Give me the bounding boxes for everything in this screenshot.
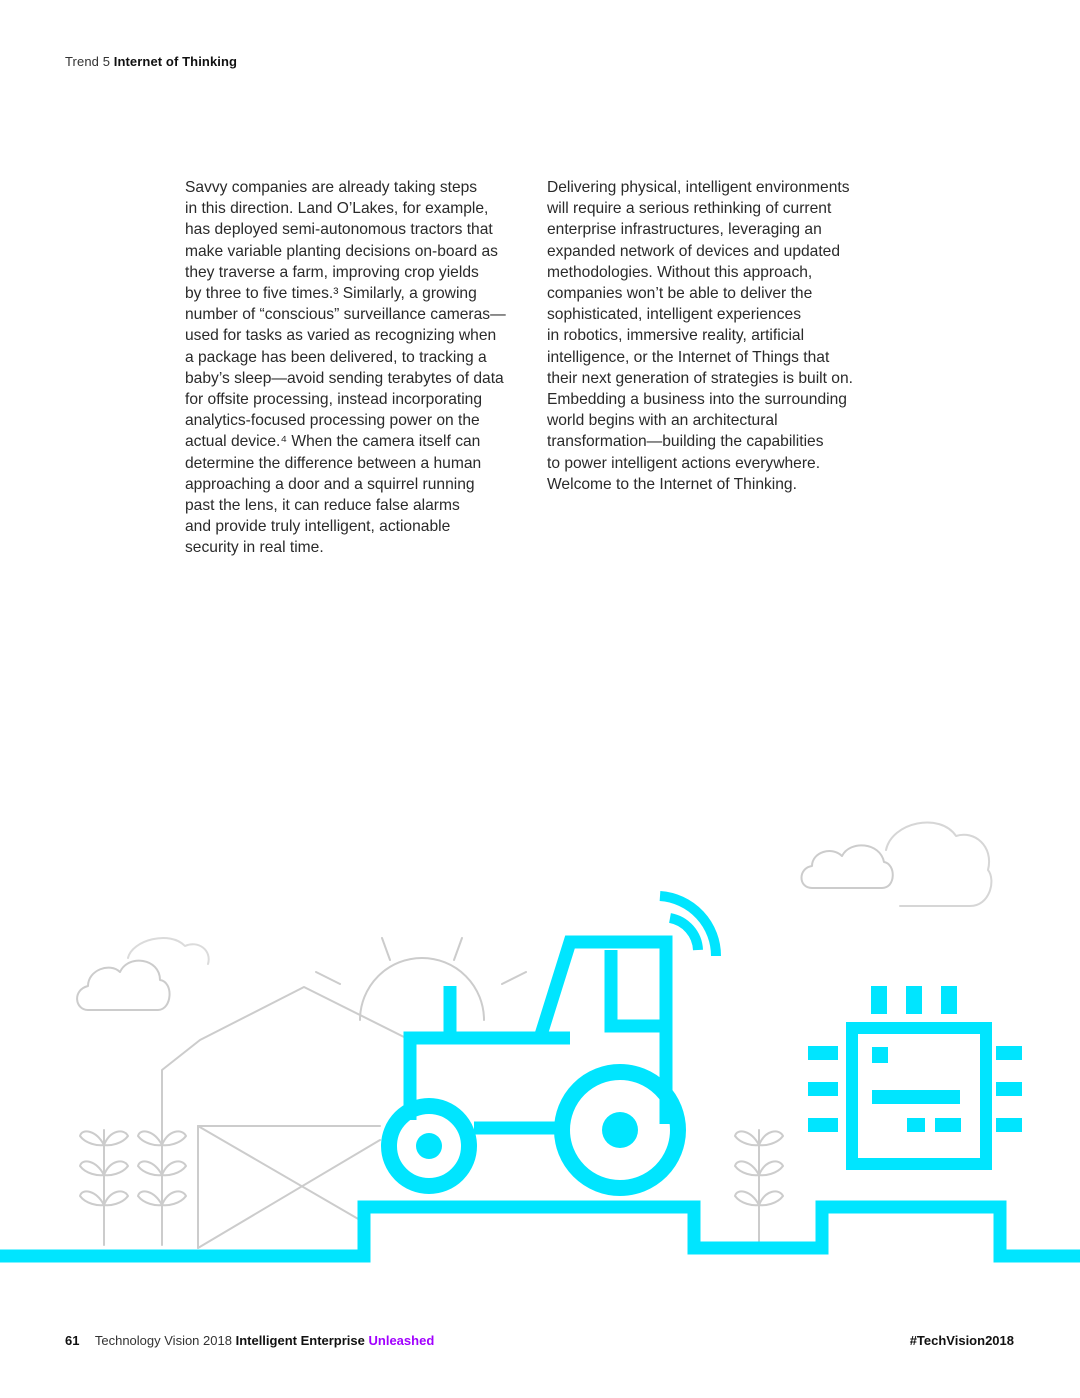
text-line: actual device.⁴ When the camera itself can (185, 433, 481, 451)
wheel-hub (416, 1133, 442, 1159)
plant-icon (138, 1130, 186, 1245)
text-line: a package has been delivered, to tracking a (185, 348, 487, 366)
text-line: methodologies. Without this approach, (547, 263, 813, 281)
text-line: their next generation of strategies is built on. (547, 369, 853, 387)
text-line: Savvy companies are already taking steps (185, 179, 478, 196)
text-line: make variable planting decisions on-board as (185, 242, 498, 260)
text-line: and provide truly intelligent, actionable (185, 518, 451, 536)
text-line: approaching a door and a squirrel running (185, 475, 475, 493)
text-line: world begins with an architectural (547, 412, 778, 430)
text-line: companies won’t be able to deliver the (547, 285, 813, 303)
text-line: number of “conscious” surveillance cameras— (185, 306, 506, 324)
wheel-hub (602, 1112, 638, 1148)
text-line: sophisticated, intelligent experiences (547, 306, 801, 324)
publication-name: Technology Vision 2018 (94, 1333, 232, 1348)
farm-illustration (0, 790, 1080, 1290)
publication-subtitle: Intelligent Enterprise (235, 1333, 365, 1348)
plant-icon (735, 1130, 783, 1245)
publication-accent: Unleashed (368, 1333, 435, 1348)
text-line: intelligence, or the Internet of Things that (547, 348, 830, 366)
text-line: has deployed semi-autonomous tractors that (185, 221, 493, 239)
text-line: for offsite processing, instead incorporating (185, 391, 483, 409)
text-line: used for tasks as varied as recognizing when (185, 327, 497, 345)
text-line: by three to five times.³ Similarly, a growing (185, 285, 477, 303)
text-line: security in real time. (185, 539, 324, 557)
text-line: in robotics, immersive reality, artificial (547, 327, 805, 345)
text-line: Welcome to the Internet of Thinking. (547, 475, 797, 493)
text-line: enterprise infrastructures, leveraging an (547, 221, 822, 239)
text-line: to power intelligent actions everywhere. (547, 454, 821, 472)
plant-icon (80, 1130, 128, 1245)
cloud-icon (802, 822, 992, 906)
text-line: determine the difference between a human (185, 454, 482, 472)
page-header (65, 54, 237, 69)
text-line: Delivering physical, intelligent environments (547, 179, 850, 196)
hashtag: #TechVision2018 (909, 1333, 1014, 1348)
chip-icon (808, 986, 1022, 1164)
text-line: they traverse a farm, improving crop yields (185, 263, 479, 281)
cloud-icon (77, 938, 209, 1010)
text-line: will require a serious rethinking of current (547, 200, 832, 218)
text-line: baby’s sleep—avoid sending terabytes of data (185, 369, 504, 387)
body-column-left (185, 177, 506, 559)
trend-label: Trend 5 (65, 54, 111, 69)
text-line: Embedding a business into the surrounding (547, 391, 847, 409)
text-line: past the lens, it can reduce false alarms (185, 497, 460, 515)
text-line: analytics-focused processing power on the (185, 412, 480, 430)
page-number: 61 (65, 1333, 80, 1348)
body-column-right (547, 177, 853, 495)
trend-title: Internet of Thinking (113, 54, 238, 69)
page-footer (65, 1333, 434, 1348)
text-line: transformation—building the capabilities (547, 433, 824, 451)
text-line: expanded network of devices and updated (547, 242, 841, 260)
text-line: in this direction. Land O’Lakes, for example, (185, 200, 489, 218)
